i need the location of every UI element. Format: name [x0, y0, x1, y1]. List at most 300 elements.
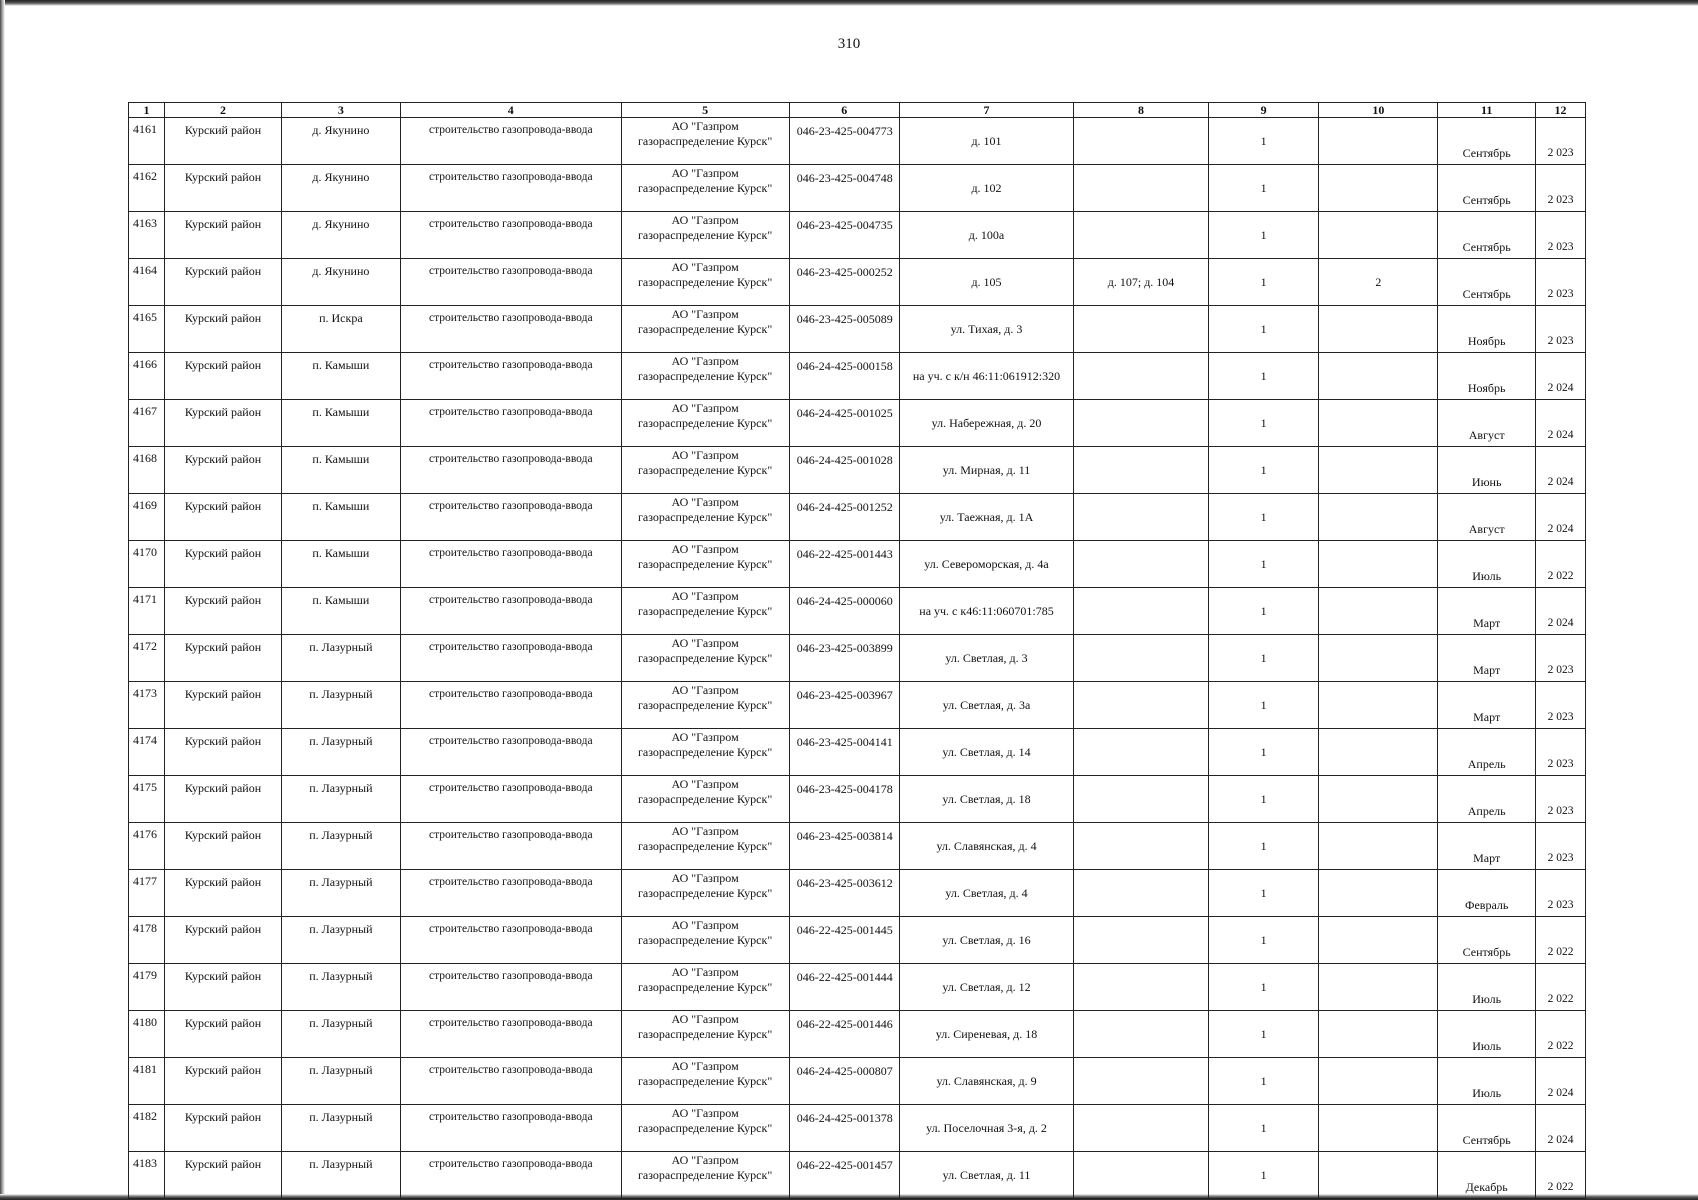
table-row	[129, 259, 1586, 306]
organization-cell: АО "Газпром газораспределение Курск"	[621, 541, 789, 588]
year-cell: 2 023	[1536, 776, 1586, 823]
count-cell: 1	[1208, 635, 1318, 682]
work-type-cell: строительство газопровода-ввода	[400, 964, 621, 1011]
organization-cell: АО "Газпром газораспределение Курск"	[621, 259, 789, 306]
registry-number-cell: 046-24-425-000807	[789, 1058, 899, 1105]
registry-number-cell: 046-22-425-001444	[789, 964, 899, 1011]
organization-cell: АО "Газпром газораспределение Курск"	[621, 118, 789, 165]
additional-count-cell	[1319, 1058, 1438, 1105]
column-header: 2	[165, 103, 282, 118]
registry-number-cell: 046-22-425-001445	[789, 917, 899, 964]
count-cell: 1	[1208, 447, 1318, 494]
count-cell: 1	[1208, 682, 1318, 729]
organization-cell: АО "Газпром газораспределение Курск"	[621, 306, 789, 353]
count-cell: 1	[1208, 1058, 1318, 1105]
district-cell: Курский район	[165, 917, 282, 964]
additional-count-cell	[1319, 964, 1438, 1011]
row-number-cell: 4182	[129, 1105, 165, 1152]
additional-addresses-cell	[1074, 729, 1209, 776]
address-cell: д. 102	[899, 165, 1073, 212]
registry-number-cell: 046-22-425-001446	[789, 1011, 899, 1058]
district-cell: Курский район	[165, 635, 282, 682]
district-cell: Курский район	[165, 259, 282, 306]
settlement-cell: п. Лазурный	[281, 1011, 400, 1058]
registry-number-cell: 046-24-425-001378	[789, 1105, 899, 1152]
year-cell: 2 023	[1536, 212, 1586, 259]
settlement-cell: п. Искра	[281, 306, 400, 353]
additional-count-cell	[1319, 635, 1438, 682]
address-cell: ул. Светлая, д. 3	[899, 635, 1073, 682]
address-cell: ул. Сиреневая, д. 18	[899, 1011, 1073, 1058]
organization-cell: АО "Газпром газораспределение Курск"	[621, 682, 789, 729]
address-cell: д. 101	[899, 118, 1073, 165]
work-type-cell: строительство газопровода-ввода	[400, 400, 621, 447]
count-cell: 1	[1208, 729, 1318, 776]
district-cell: Курский район	[165, 447, 282, 494]
organization-cell: АО "Газпром газораспределение Курск"	[621, 353, 789, 400]
table-row	[129, 1011, 1586, 1058]
settlement-cell: п. Камыши	[281, 494, 400, 541]
table-row	[129, 1105, 1586, 1152]
additional-addresses-cell	[1074, 964, 1209, 1011]
work-type-cell: строительство газопровода-ввода	[400, 776, 621, 823]
settlement-cell: п. Лазурный	[281, 635, 400, 682]
month-cell: Март	[1438, 635, 1536, 682]
table-row	[129, 635, 1586, 682]
organization-cell: АО "Газпром газораспределение Курск"	[621, 165, 789, 212]
column-header: 10	[1319, 103, 1438, 118]
work-type-cell: строительство газопровода-ввода	[400, 165, 621, 212]
year-cell: 2 024	[1536, 494, 1586, 541]
district-cell: Курский район	[165, 776, 282, 823]
registry-number-cell: 046-23-425-004178	[789, 776, 899, 823]
row-number-cell: 4177	[129, 870, 165, 917]
row-number-cell: 4183	[129, 1152, 165, 1199]
additional-count-cell	[1319, 823, 1438, 870]
scan-edge-left	[0, 0, 5, 1200]
count-cell: 1	[1208, 212, 1318, 259]
additional-count-cell	[1319, 1105, 1438, 1152]
month-cell: Декабрь	[1438, 1152, 1536, 1199]
address-cell: на уч. с к46:11:060701:785	[899, 588, 1073, 635]
organization-cell: АО "Газпром газораспределение Курск"	[621, 1011, 789, 1058]
district-cell: Курский район	[165, 118, 282, 165]
row-number-cell: 4180	[129, 1011, 165, 1058]
row-number-cell: 4161	[129, 118, 165, 165]
count-cell: 1	[1208, 1105, 1318, 1152]
district-cell: Курский район	[165, 306, 282, 353]
registry-number-cell: 046-24-425-000060	[789, 588, 899, 635]
count-cell: 1	[1208, 400, 1318, 447]
table-row	[129, 165, 1586, 212]
row-number-cell: 4172	[129, 635, 165, 682]
count-cell: 1	[1208, 964, 1318, 1011]
month-cell: Июль	[1438, 1011, 1536, 1058]
additional-addresses-cell	[1074, 118, 1209, 165]
organization-cell: АО "Газпром газораспределение Курск"	[621, 212, 789, 259]
district-cell: Курский район	[165, 1105, 282, 1152]
additional-addresses-cell	[1074, 494, 1209, 541]
registry-number-cell: 046-23-425-004748	[789, 165, 899, 212]
row-number-cell: 4163	[129, 212, 165, 259]
year-cell: 2 024	[1536, 447, 1586, 494]
address-cell: ул. Мирная, д. 11	[899, 447, 1073, 494]
settlement-cell: п. Камыши	[281, 400, 400, 447]
address-cell: ул. Светлая, д. 4	[899, 870, 1073, 917]
table-row	[129, 353, 1586, 400]
additional-count-cell: 2	[1319, 259, 1438, 306]
year-cell: 2 023	[1536, 118, 1586, 165]
year-cell: 2 022	[1536, 541, 1586, 588]
district-cell: Курский район	[165, 400, 282, 447]
organization-cell: АО "Газпром газораспределение Курск"	[621, 400, 789, 447]
column-header: 12	[1536, 103, 1586, 118]
address-cell: на уч. с к/н 46:11:061912:320	[899, 353, 1073, 400]
additional-addresses-cell	[1074, 588, 1209, 635]
year-cell: 2 024	[1536, 353, 1586, 400]
table-row	[129, 776, 1586, 823]
additional-count-cell	[1319, 1011, 1438, 1058]
address-cell: ул. Светлая, д. 11	[899, 1152, 1073, 1199]
additional-addresses-cell	[1074, 776, 1209, 823]
registry-number-cell: 046-23-425-003814	[789, 823, 899, 870]
year-cell: 2 022	[1536, 917, 1586, 964]
work-type-cell: строительство газопровода-ввода	[400, 494, 621, 541]
registry-number-cell: 046-23-425-004735	[789, 212, 899, 259]
address-cell: ул. Набережная, д. 20	[899, 400, 1073, 447]
address-cell: ул. Североморская, д. 4а	[899, 541, 1073, 588]
settlement-cell: п. Лазурный	[281, 776, 400, 823]
additional-addresses-cell	[1074, 541, 1209, 588]
registry-number-cell: 046-23-425-003967	[789, 682, 899, 729]
row-number-cell: 4173	[129, 682, 165, 729]
row-number-cell: 4164	[129, 259, 165, 306]
count-cell: 1	[1208, 494, 1318, 541]
work-type-cell: строительство газопровода-ввода	[400, 259, 621, 306]
registry-number-cell: 046-24-425-001025	[789, 400, 899, 447]
month-cell: Ноябрь	[1438, 306, 1536, 353]
additional-count-cell	[1319, 1152, 1438, 1199]
registry-number-cell: 046-22-425-001457	[789, 1152, 899, 1199]
month-cell: Сентябрь	[1438, 917, 1536, 964]
additional-count-cell	[1319, 729, 1438, 776]
additional-addresses-cell	[1074, 1105, 1209, 1152]
month-cell: Сентябрь	[1438, 212, 1536, 259]
address-cell: ул. Славянская, д. 4	[899, 823, 1073, 870]
additional-count-cell	[1319, 588, 1438, 635]
count-cell: 1	[1208, 917, 1318, 964]
additional-addresses-cell	[1074, 917, 1209, 964]
address-cell: ул. Тихая, д. 3	[899, 306, 1073, 353]
settlement-cell: д. Якунино	[281, 259, 400, 306]
address-cell: ул. Светлая, д. 18	[899, 776, 1073, 823]
settlement-cell: п. Камыши	[281, 541, 400, 588]
work-type-cell: строительство газопровода-ввода	[400, 1011, 621, 1058]
settlement-cell: п. Лазурный	[281, 1105, 400, 1152]
settlement-cell: п. Лазурный	[281, 682, 400, 729]
address-cell: ул. Светлая, д. 3а	[899, 682, 1073, 729]
additional-addresses-cell	[1074, 635, 1209, 682]
settlement-cell: д. Якунино	[281, 165, 400, 212]
organization-cell: АО "Газпром газораспределение Курск"	[621, 870, 789, 917]
additional-count-cell	[1319, 917, 1438, 964]
settlement-cell: п. Лазурный	[281, 823, 400, 870]
count-cell: 1	[1208, 353, 1318, 400]
additional-addresses-cell	[1074, 353, 1209, 400]
address-cell: ул. Светлая, д. 16	[899, 917, 1073, 964]
row-number-cell: 4175	[129, 776, 165, 823]
table-row	[129, 964, 1586, 1011]
count-cell: 1	[1208, 306, 1318, 353]
work-type-cell: строительство газопровода-ввода	[400, 306, 621, 353]
additional-count-cell	[1319, 118, 1438, 165]
registry-number-cell: 046-23-425-000252	[789, 259, 899, 306]
work-type-cell: строительство газопровода-ввода	[400, 682, 621, 729]
additional-addresses-cell	[1074, 306, 1209, 353]
address-cell: ул. Славянская, д. 9	[899, 1058, 1073, 1105]
additional-addresses-cell	[1074, 400, 1209, 447]
count-cell: 1	[1208, 823, 1318, 870]
work-type-cell: строительство газопровода-ввода	[400, 1152, 621, 1199]
settlement-cell: д. Якунино	[281, 212, 400, 259]
year-cell: 2 022	[1536, 1152, 1586, 1199]
table-row	[129, 1152, 1586, 1199]
registry-number-cell: 046-24-425-001252	[789, 494, 899, 541]
additional-count-cell	[1319, 353, 1438, 400]
row-number-cell: 4166	[129, 353, 165, 400]
additional-count-cell	[1319, 682, 1438, 729]
work-type-cell: строительство газопровода-ввода	[400, 1058, 621, 1105]
year-cell: 2 023	[1536, 870, 1586, 917]
column-header: 6	[789, 103, 899, 118]
row-number-cell: 4167	[129, 400, 165, 447]
district-cell: Курский район	[165, 588, 282, 635]
work-type-cell: строительство газопровода-ввода	[400, 729, 621, 776]
registry-number-cell: 046-24-425-000158	[789, 353, 899, 400]
district-cell: Курский район	[165, 494, 282, 541]
page-number: 310	[837, 36, 861, 52]
count-cell: 1	[1208, 1011, 1318, 1058]
registry-number-cell: 046-23-425-004773	[789, 118, 899, 165]
district-cell: Курский район	[165, 729, 282, 776]
work-type-cell: строительство газопровода-ввода	[400, 447, 621, 494]
settlement-cell: п. Камыши	[281, 447, 400, 494]
settlement-cell: п. Камыши	[281, 588, 400, 635]
settlement-cell: п. Лазурный	[281, 1152, 400, 1199]
month-cell: Август	[1438, 400, 1536, 447]
table-row	[129, 118, 1586, 165]
organization-cell: АО "Газпром газораспределение Курск"	[621, 964, 789, 1011]
additional-count-cell	[1319, 870, 1438, 917]
organization-cell: АО "Газпром газораспределение Курск"	[621, 447, 789, 494]
row-number-cell: 4176	[129, 823, 165, 870]
organization-cell: АО "Газпром газораспределение Курск"	[621, 635, 789, 682]
column-header: 7	[899, 103, 1073, 118]
organization-cell: АО "Газпром газораспределение Курск"	[621, 729, 789, 776]
month-cell: Апрель	[1438, 729, 1536, 776]
additional-addresses-cell: д. 107; д. 104	[1074, 259, 1209, 306]
row-number-cell: 4174	[129, 729, 165, 776]
month-cell: Июль	[1438, 964, 1536, 1011]
organization-cell: АО "Газпром газораспределение Курск"	[621, 776, 789, 823]
table-row	[129, 588, 1586, 635]
register-table	[128, 102, 1586, 1199]
count-cell: 1	[1208, 165, 1318, 212]
count-cell: 1	[1208, 118, 1318, 165]
district-cell: Курский район	[165, 212, 282, 259]
count-cell: 1	[1208, 588, 1318, 635]
work-type-cell: строительство газопровода-ввода	[400, 1105, 621, 1152]
settlement-cell: д. Якунино	[281, 118, 400, 165]
settlement-cell: п. Лазурный	[281, 964, 400, 1011]
work-type-cell: строительство газопровода-ввода	[400, 541, 621, 588]
year-cell: 2 024	[1536, 400, 1586, 447]
work-type-cell: строительство газопровода-ввода	[400, 917, 621, 964]
district-cell: Курский район	[165, 1152, 282, 1199]
month-cell: Ноябрь	[1438, 353, 1536, 400]
additional-addresses-cell	[1074, 1152, 1209, 1199]
row-number-cell: 4179	[129, 964, 165, 1011]
month-cell: Сентябрь	[1438, 259, 1536, 306]
additional-addresses-cell	[1074, 682, 1209, 729]
settlement-cell: п. Камыши	[281, 353, 400, 400]
year-cell: 2 023	[1536, 729, 1586, 776]
table-row	[129, 306, 1586, 353]
additional-count-cell	[1319, 447, 1438, 494]
address-cell: ул. Таежная, д. 1А	[899, 494, 1073, 541]
year-cell: 2 023	[1536, 823, 1586, 870]
additional-addresses-cell	[1074, 1058, 1209, 1105]
table-row	[129, 400, 1586, 447]
additional-addresses-cell	[1074, 212, 1209, 259]
address-cell: ул. Светлая, д. 12	[899, 964, 1073, 1011]
additional-count-cell	[1319, 541, 1438, 588]
table-row	[129, 823, 1586, 870]
month-cell: Июнь	[1438, 447, 1536, 494]
work-type-cell: строительство газопровода-ввода	[400, 635, 621, 682]
organization-cell: АО "Газпром газораспределение Курск"	[621, 494, 789, 541]
count-cell: 1	[1208, 776, 1318, 823]
month-cell: Июль	[1438, 1058, 1536, 1105]
work-type-cell: строительство газопровода-ввода	[400, 588, 621, 635]
row-number-cell: 4162	[129, 165, 165, 212]
district-cell: Курский район	[165, 353, 282, 400]
row-number-cell: 4178	[129, 917, 165, 964]
district-cell: Курский район	[165, 682, 282, 729]
row-number-cell: 4171	[129, 588, 165, 635]
month-cell: Март	[1438, 682, 1536, 729]
district-cell: Курский район	[165, 964, 282, 1011]
table-row	[129, 729, 1586, 776]
row-number-cell: 4165	[129, 306, 165, 353]
month-cell: Сентябрь	[1438, 118, 1536, 165]
count-cell: 1	[1208, 1152, 1318, 1199]
additional-count-cell	[1319, 776, 1438, 823]
table-row	[129, 870, 1586, 917]
district-cell: Курский район	[165, 541, 282, 588]
column-header: 9	[1208, 103, 1318, 118]
month-cell: Сентябрь	[1438, 1105, 1536, 1152]
work-type-cell: строительство газопровода-ввода	[400, 118, 621, 165]
work-type-cell: строительство газопровода-ввода	[400, 870, 621, 917]
registry-number-cell: 046-24-425-001028	[789, 447, 899, 494]
additional-count-cell	[1319, 400, 1438, 447]
year-cell: 2 023	[1536, 259, 1586, 306]
work-type-cell: строительство газопровода-ввода	[400, 353, 621, 400]
work-type-cell: строительство газопровода-ввода	[400, 823, 621, 870]
settlement-cell: п. Лазурный	[281, 1058, 400, 1105]
month-cell: Март	[1438, 588, 1536, 635]
additional-count-cell	[1319, 212, 1438, 259]
count-cell: 1	[1208, 259, 1318, 306]
month-cell: Июль	[1438, 541, 1536, 588]
year-cell: 2 023	[1536, 635, 1586, 682]
month-cell: Март	[1438, 823, 1536, 870]
registry-number-cell: 046-23-425-005089	[789, 306, 899, 353]
row-number-cell: 4170	[129, 541, 165, 588]
address-cell: д. 105	[899, 259, 1073, 306]
district-cell: Курский район	[165, 870, 282, 917]
table-row	[129, 541, 1586, 588]
column-number-row	[129, 103, 1586, 118]
row-number-cell: 4181	[129, 1058, 165, 1105]
month-cell: Август	[1438, 494, 1536, 541]
row-number-cell: 4168	[129, 447, 165, 494]
column-header: 11	[1438, 103, 1536, 118]
year-cell: 2 022	[1536, 964, 1586, 1011]
year-cell: 2 024	[1536, 1058, 1586, 1105]
table-row	[129, 447, 1586, 494]
organization-cell: АО "Газпром газораспределение Курск"	[621, 1105, 789, 1152]
registry-number-cell: 046-23-425-003612	[789, 870, 899, 917]
count-cell: 1	[1208, 541, 1318, 588]
work-type-cell: строительство газопровода-ввода	[400, 212, 621, 259]
month-cell: Апрель	[1438, 776, 1536, 823]
address-cell: д. 100а	[899, 212, 1073, 259]
column-header: 4	[400, 103, 621, 118]
row-number-cell: 4169	[129, 494, 165, 541]
year-cell: 2 022	[1536, 1011, 1586, 1058]
additional-addresses-cell	[1074, 870, 1209, 917]
column-header: 1	[129, 103, 165, 118]
organization-cell: АО "Газпром газораспределение Курск"	[621, 823, 789, 870]
column-header: 3	[281, 103, 400, 118]
column-header: 8	[1074, 103, 1209, 118]
year-cell: 2 023	[1536, 682, 1586, 729]
scan-edge-top	[0, 0, 1698, 6]
month-cell: Сентябрь	[1438, 165, 1536, 212]
settlement-cell: п. Лазурный	[281, 870, 400, 917]
year-cell: 2 024	[1536, 588, 1586, 635]
additional-addresses-cell	[1074, 1011, 1209, 1058]
column-header: 5	[621, 103, 789, 118]
year-cell: 2 023	[1536, 306, 1586, 353]
address-cell: ул. Светлая, д. 14	[899, 729, 1073, 776]
additional-count-cell	[1319, 306, 1438, 353]
registry-number-cell: 046-23-425-003899	[789, 635, 899, 682]
district-cell: Курский район	[165, 165, 282, 212]
table-row	[129, 1058, 1586, 1105]
table-row	[129, 682, 1586, 729]
year-cell: 2 024	[1536, 1105, 1586, 1152]
district-cell: Курский район	[165, 1058, 282, 1105]
additional-count-cell	[1319, 494, 1438, 541]
table-row	[129, 212, 1586, 259]
additional-addresses-cell	[1074, 447, 1209, 494]
additional-addresses-cell	[1074, 823, 1209, 870]
district-cell: Курский район	[165, 823, 282, 870]
month-cell: Февраль	[1438, 870, 1536, 917]
